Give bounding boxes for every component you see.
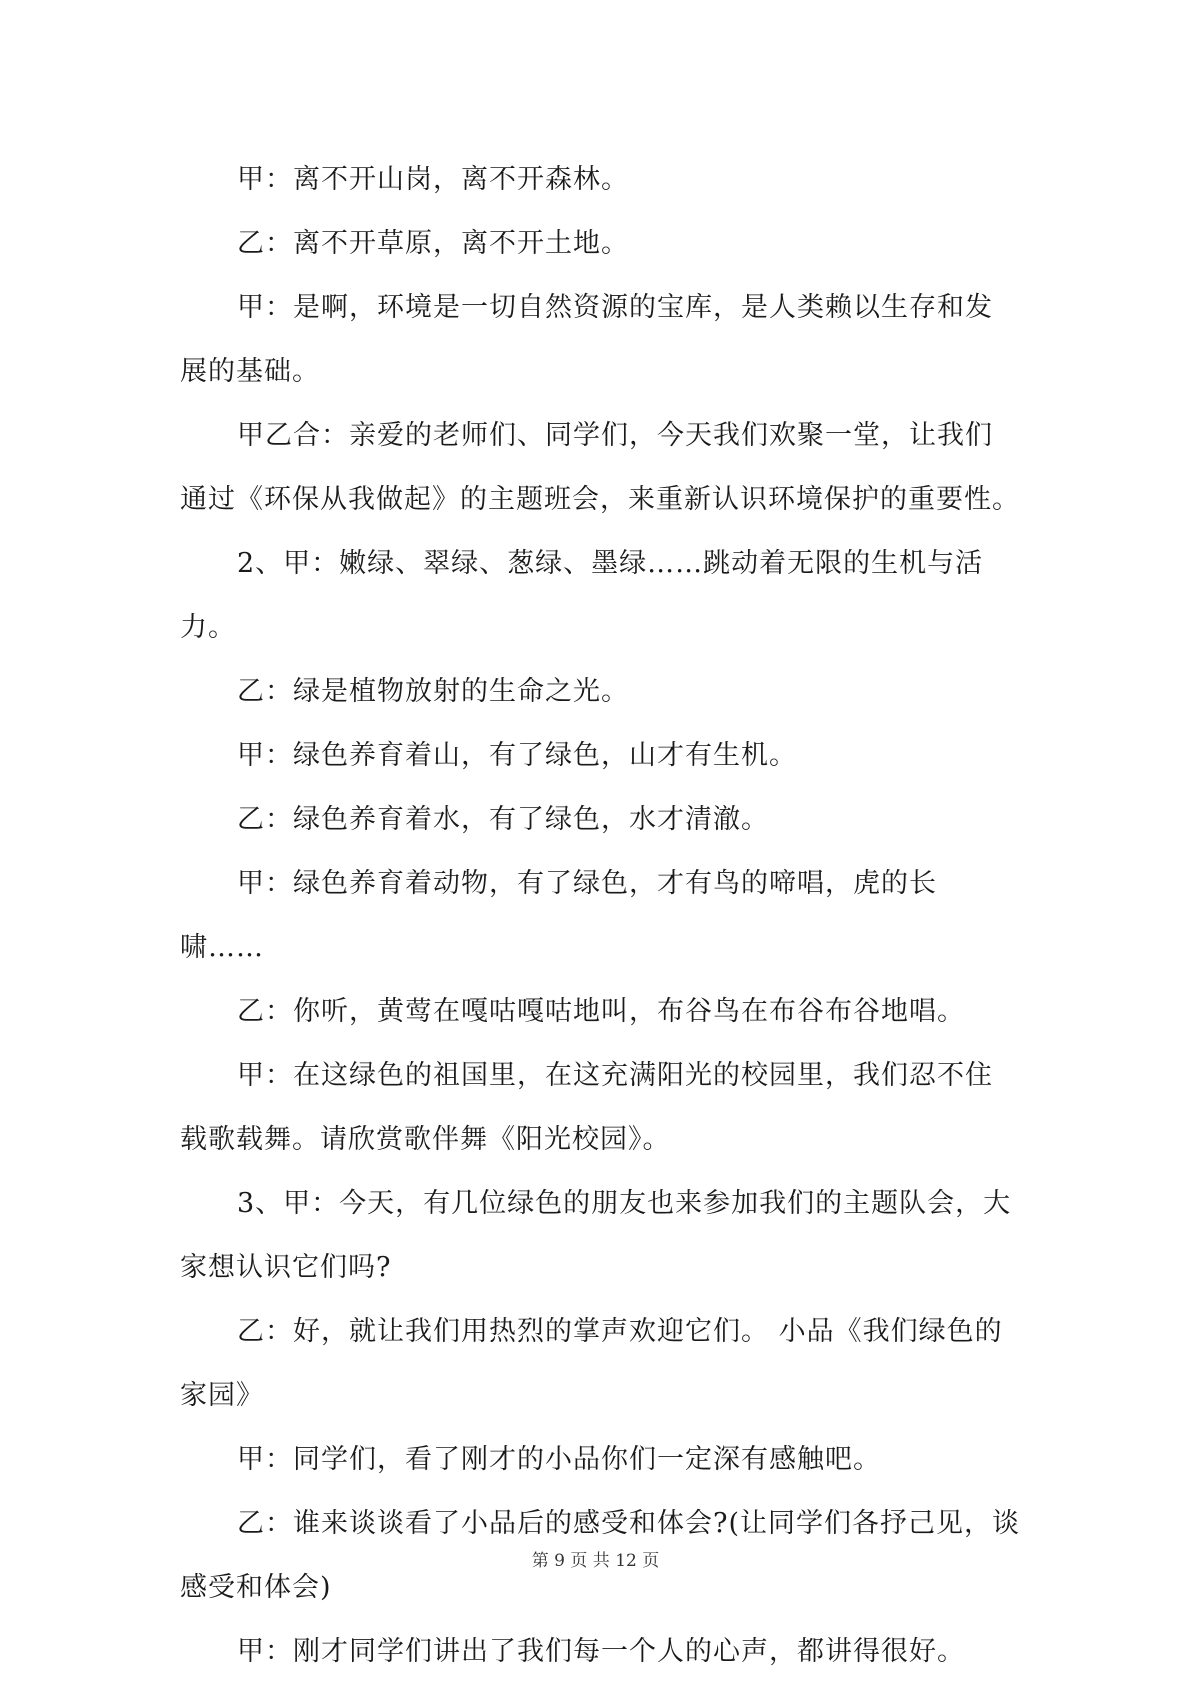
- paragraph: 乙：离不开草原，离不开土地。: [237, 228, 629, 259]
- paragraph: 3、甲：今天，有几位绿色的朋友也来参加我们的主题队会，大家想认识它们吗?: [180, 1188, 1012, 1283]
- paragraph: 甲乙合：亲爱的老师们、同学们，今天我们欢聚一堂，让我们通过《环保从我做起》的主题班会，来重新认识环境保护的重要性。: [180, 420, 1020, 515]
- page-number-footer: 第 9 页 共 12 页: [531, 1551, 660, 1571]
- paragraph: 甲：绿色养育着动物，有了绿色，才有鸟的啼唱，虎的长啸……: [180, 868, 937, 963]
- paragraph: 乙：你听，黄莺在嘎咕嘎咕地叫，布谷鸟在布谷布谷地唱。: [237, 996, 965, 1027]
- paragraph: 甲：是啊，环境是一切自然资源的宝库，是人类赖以生存和发展的基础。: [180, 292, 993, 387]
- paragraph: 甲：在这绿色的祖国里，在这充满阳光的校园里，我们忍不住载歌载舞。请欣赏歌伴舞《阳光校园》。: [180, 1060, 993, 1155]
- paragraph: 甲：刚才同学们讲出了我们每一个人的心声，都讲得很好。: [237, 1636, 965, 1667]
- paragraph: 乙：好，就让我们用热烈的掌声欢迎它们。 小品《我们绿色的家园》: [180, 1316, 1003, 1411]
- paragraph: 2、甲：嫩绿、翠绿、葱绿、墨绿……跳动着无限的生机与活力。: [180, 548, 984, 643]
- paragraph: 甲：绿色养育着山，有了绿色，山才有生机。: [237, 740, 797, 771]
- paragraph: 甲：离不开山岗，离不开森林。: [237, 164, 629, 195]
- paragraph: 乙：绿色养育着水，有了绿色，水才清澈。: [237, 804, 769, 835]
- paragraph: 甲：同学们，看了刚才的小品你们一定深有感触吧。: [237, 1444, 881, 1475]
- document-body: [180, 148, 1020, 1684]
- paragraph: 乙：绿是植物放射的生命之光。: [237, 676, 629, 707]
- paragraph: 乙：谁来谈谈看了小品后的感受和体会?(让同学们各抒己见，谈感受和体会): [180, 1508, 1021, 1603]
